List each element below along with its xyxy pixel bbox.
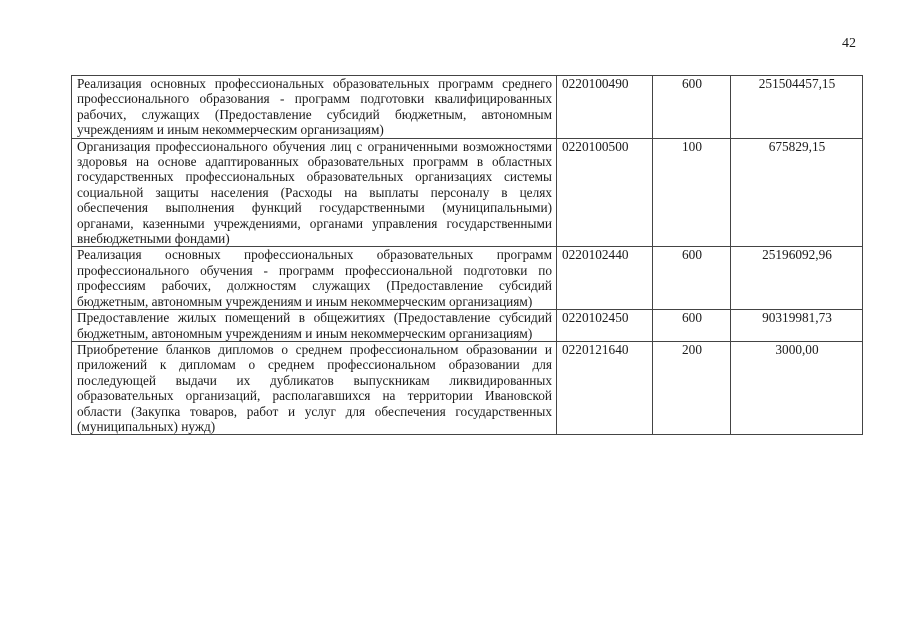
table-row bbox=[72, 310, 863, 342]
table-row bbox=[72, 138, 863, 247]
table-row bbox=[72, 76, 863, 139]
row-expense-type: 200 bbox=[653, 341, 731, 434]
row-target-code: 0220100490 bbox=[557, 76, 653, 139]
row-amount: 25196092,96 bbox=[731, 247, 863, 310]
row-amount: 3000,00 bbox=[731, 341, 863, 434]
row-target-code: 0220100500 bbox=[557, 138, 653, 247]
row-amount: 90319981,73 bbox=[731, 310, 863, 342]
row-description: Реализация основных профессиональных образовательных программ профессионального обучения - программ профессиональной подготовки по профессиям рабочих, должностям служащих (Предоставление субсидий бюджетным, автономным учреждениям и иным некоммерческим организациям) bbox=[72, 247, 557, 310]
row-amount: 675829,15 bbox=[731, 138, 863, 247]
row-target-code: 0220102440 bbox=[557, 247, 653, 310]
row-description: Организация профессионального обучения лиц с ограниченными возможностями здоровья на основе адаптированных образовательных программ в областных государственных профессиональных образовательных организациях системы социальной защиты населения (Расходы на выплаты персоналу в целях обеспечения выполнения функций государственными (муниципальными) органами, казенными учреждениями, органами управления государственными внебюджетными фондами) bbox=[72, 138, 557, 247]
row-expense-type: 600 bbox=[653, 247, 731, 310]
row-expense-type: 100 bbox=[653, 138, 731, 247]
row-target-code: 0220121640 bbox=[557, 341, 653, 434]
page-number: 42 bbox=[842, 36, 856, 51]
table-row bbox=[72, 341, 863, 434]
row-amount: 251504457,15 bbox=[731, 76, 863, 139]
row-description: Реализация основных профессиональных образовательных программ среднего профессионального образования - программ подготовки квалифицированных рабочих, служащих (Предоставление субсидий бюджетным, автономным учреждениям и иным некоммерческим организациям) bbox=[72, 76, 557, 139]
row-description: Приобретение бланков дипломов о среднем профессиональном образовании и приложений к дипломам о среднем профессиональном образовании для последующей выдачи их дубликатов выпускникам ликвидированных образовательных организаций, располагавшихся на территории Ивановской области (Закупка товаров, работ и услуг для обеспечения государственных (муниципальных) нужд) bbox=[72, 341, 557, 434]
row-target-code: 0220102450 bbox=[557, 310, 653, 342]
budget-table bbox=[71, 75, 863, 435]
row-expense-type: 600 bbox=[653, 310, 731, 342]
row-description: Предоставление жилых помещений в общежитиях (Предоставление субсидий бюджетным, автономным учреждениям и иным некоммерческим организациям) bbox=[72, 310, 557, 342]
row-expense-type: 600 bbox=[653, 76, 731, 139]
table-row bbox=[72, 247, 863, 310]
